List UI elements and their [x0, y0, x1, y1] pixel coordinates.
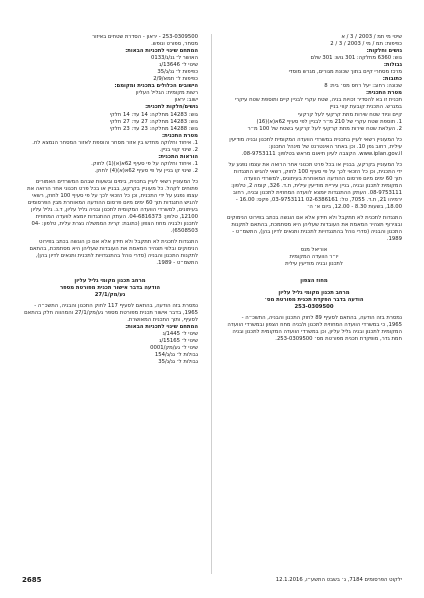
text-line: כל המעוניין בקרקע, בבניין או בכל פרט תכנוני אחר הרואה את עצמו נפגע על ידי התכנית, וכן כל הזכאי לכך על פי סעיף 100 לחוק, רשאי להגיש התנגדות תוך 60 ימים מיום פרסום ההודעה המאוחרת בעיתונים, למשרדי הוועדה המקומית לתכנון ובניה, בניין עיריית מודיעין עילית, ת.ד. 326, קומה 2, טלפון: 08-9753111. העתק ההתנגדות יומצא לוועדה המחוזית לתכנון ובניה, רחוב ירמיהו 21, ת.ד. 7055, טל: 02-6386161 03-9753111, פקס: 16.00 - 18.00, בשעות 8.30 - 12.00, ביום א׳ ה׳	[228, 161, 402, 211]
column-divider	[211, 34, 212, 574]
section-heading: כתובות:	[382, 76, 402, 83]
text-line: כפיפות: תמ / מי / 2003 / 3 / 2	[330, 41, 402, 48]
text-line: יו״ר הוועדה המקומית	[289, 254, 339, 261]
publication-line: ילקוט הפרסומים 7184, ג׳ בשבט התשע״ו, 12.1.2016	[275, 577, 402, 583]
section-heading: הישובים הכלולים בתכנית ומקומם:	[114, 83, 198, 90]
text-line: שכונה: רחוב: יעל רחס מס׳ בית: 8	[324, 83, 402, 90]
text-line: נמסרת בזה הודעה, בהתאם לסעיף 117 לחוק התכנון והבניה, התשכ״ה - 1965, בדבר אישור תכנית מפורטת מספר גע/מק/27/1 והמהווה חלק בהתאם לסעיף, ותוך התכנית המאושרת.	[24, 302, 198, 323]
left-column	[22, 34, 198, 366]
section-heading: מטרת התכנית:	[161, 132, 198, 139]
text-line: שינוי ל־ 15165/ג	[159, 337, 198, 344]
section-heading: המתחם שינוי לתכניות הבאות:	[125, 323, 198, 330]
text-line: נמסרת בזה הודעה, בהתאם לסעיף 89 לחוק התכנון והבניה, התשכ״ה - 1965, כי במשרדי הוועדה המחוזית לתכנון ולבניה מחוז הצפון ובמשרדי הוועדה המקומית לתכנון ובניה גליל עליון, וכן במשרדי הוועדה המקומית לתכנון ובניה חמת גדר, מופקדת תכנית מפורטת מס׳ 253-0309500.	[227, 314, 402, 342]
section-heading: מחוז הצפון	[300, 278, 328, 285]
text-line: שיטי מי תמ / 2003 / 3 / א	[341, 34, 402, 40]
text-line: שינוי ל־ 13646/ג	[159, 62, 198, 69]
text-line: התנגדות לתכנית לא תתקבל ולא תידון אלא אם כן הוגשה בכתב בפירוט הנימוקים ובלווי תצהיר המאמת את העובדות שעליהן היא מסתמכת, בהתאם לתקנות התכנון והבניה (סדרי נוהל בהתנגדויות לתכנית ותנאים לדיון בהן), התשמ״ט - 1989.	[29, 239, 198, 267]
text-line: התנגדות לתכנית לא תתקבל ולא תידון אלא אם הוגשה בכתב בפירוט הנימוקים ובצירוף תצהיר המאמת את העובדות שעליהן היא מסתמכת, בהתאם לתקנות התכנון והבניה (סדרי נוהל בהתנגדויות לתכנית ותנאים לדיון בהן), התשמ״ט - 1989.	[227, 215, 402, 243]
section-heading: מרחב תכנון מקומי גליל עליון	[74, 277, 146, 284]
text-line: 2. שינוי קו בניין על פי סעיף 62א(א)(4) לחוק.	[94, 167, 198, 174]
text-line: גוש: 6360 מחלקה: 301 גוש: 301 שלם	[310, 55, 402, 62]
section-heading: גושים/חלקות לתכנית:	[145, 104, 198, 111]
text-line: שינוי ל־ 1445/ג	[162, 330, 198, 337]
text-line: ישוב: יראון	[174, 97, 198, 104]
text-line: 1. תוספת שטח עקרי של 210 מ״ר לבניין לפי סעיף 62א(א)(16)	[256, 118, 402, 125]
text-line: כל המעוניין רשאי לעיין בתכנית, בימים ובשעות שבהם המשרדים האמורים פתוחים לקהל. כל מעוניין בקרקע, בבניין או בכל פרט תכנוני אחר הרואה את עצמו נפגע על ידי התכנית, וכן כל הזכאי לכך על פי סעיף 100 לחוק, רשאי להגיש התנגדות תוך 60 ימים מיום פרסום ההודעה המאוחרת מבין הפרסומים בעיתונים, למשרדי הוועדה המקומית לתכנון ובניה גליל עליון, ד.נ. גליל עליון 12100, טלפון: 04-6816373. העתק ההתנגדות יומצא לוועדה המחוזית לתכנון ולבניה מחוז הצפון (כתובת: קרית הממשלה נצרת עלית, טלפון: 04-6508503).	[27, 178, 198, 235]
page-number: 2685	[22, 576, 42, 584]
text-line: האושר ל־ גנ/ג/0133	[150, 55, 198, 62]
text-line: 1. איחוד וחלוקה מחדש בין אזור מסחר והוספת לאזור המסחר הנמצא לח.	[32, 139, 198, 146]
right-column	[226, 34, 402, 343]
section-heading: הודעה בדבר הפקדת תכנית מפורטת מס׳	[264, 296, 364, 303]
text-line: 2. שינוי קווי בניין.	[159, 146, 198, 153]
section-heading: מרחב תכנון מקומי גליל עליון	[278, 289, 350, 296]
section-heading: גבולות:	[383, 62, 402, 69]
section-heading: הוראות התכנית:	[158, 153, 198, 160]
text-line: גבולות ל־ גנ/ג/154	[154, 351, 198, 358]
page-footer	[22, 576, 402, 584]
text-line: גוש: 14283 מחלקה: 14 עד: 14 חלקי	[109, 111, 198, 118]
section-heading: גע/מק/27/1	[94, 291, 126, 298]
text-line: תכנית זו בא להסדיר זכויות בניה, שטח עקרי לבניין קיים ותוספת שטח עיקרי במגרש. התכנית קובעת קווי בניין	[234, 97, 402, 111]
text-line: אוריאל מנס	[300, 247, 328, 254]
text-line: גוש: 14288 מחלקה: 23 עד: 23 חלקי	[109, 125, 198, 132]
spacer	[226, 268, 402, 278]
section-heading: הודעה בדבר אישור תכנית מפורטת מספר	[59, 284, 160, 291]
text-line: כל המעוניין רשאי לעיין בתכנית במשרדי הוועדה המקומית לתכנון ובניה מודיעין עילית, רחוב גפן 10. וכן באתר האינטרנט של מינהל התכנון: www.iplan.gov.il. הקצבה לעיון תיאום מראש בטלפון: 08-9753111.	[229, 136, 402, 157]
text-line: 2. העלאת שטח שירות מתת קרקעי לעל קרקעי בשטח של 100 מ״ר	[247, 125, 402, 132]
text-line: מסחר, ספורט ונופש.	[151, 41, 198, 48]
text-line: כפיפות ל־ תמא/2/9	[153, 76, 198, 83]
text-line: כפיפות ל־ גנ/ג/35	[157, 69, 198, 76]
text-line: רשות מקומית: הגליל העליון	[135, 90, 198, 97]
text-line: 1. איחוד וחלוקה על פי סעיף 62א(א)(1) לחוק.	[91, 160, 198, 167]
text-line: קיים וניוד שטח שירות מתת קרקעי לעל קרקעי	[298, 111, 402, 118]
section-heading: המתחם שינוי לתכניות הבאות:	[125, 48, 198, 55]
section-heading: מטרת התכנית:	[365, 90, 402, 97]
spacer	[22, 268, 198, 278]
text-line: שינוי ל־ גע/מק/0001	[150, 344, 198, 351]
text-line: גוש: 14283 מחלקה: 27 עד: 27 חלקי	[109, 118, 198, 125]
text-line: לתכנון ובניה מודיעין עילית	[285, 261, 343, 268]
section-heading: 253-0309500	[294, 303, 334, 310]
text-line: מרכז מסחרי קיים בתוך שכונת מגורים, מגרש מוסדי	[288, 69, 402, 76]
text-line: 253-0309500 - יראון - הסדרת שטחים באיזור	[92, 34, 198, 40]
section-heading: גושים וחלקות:	[366, 48, 402, 55]
text-line: גבולות ל־ גנ/ג/35	[158, 359, 198, 366]
